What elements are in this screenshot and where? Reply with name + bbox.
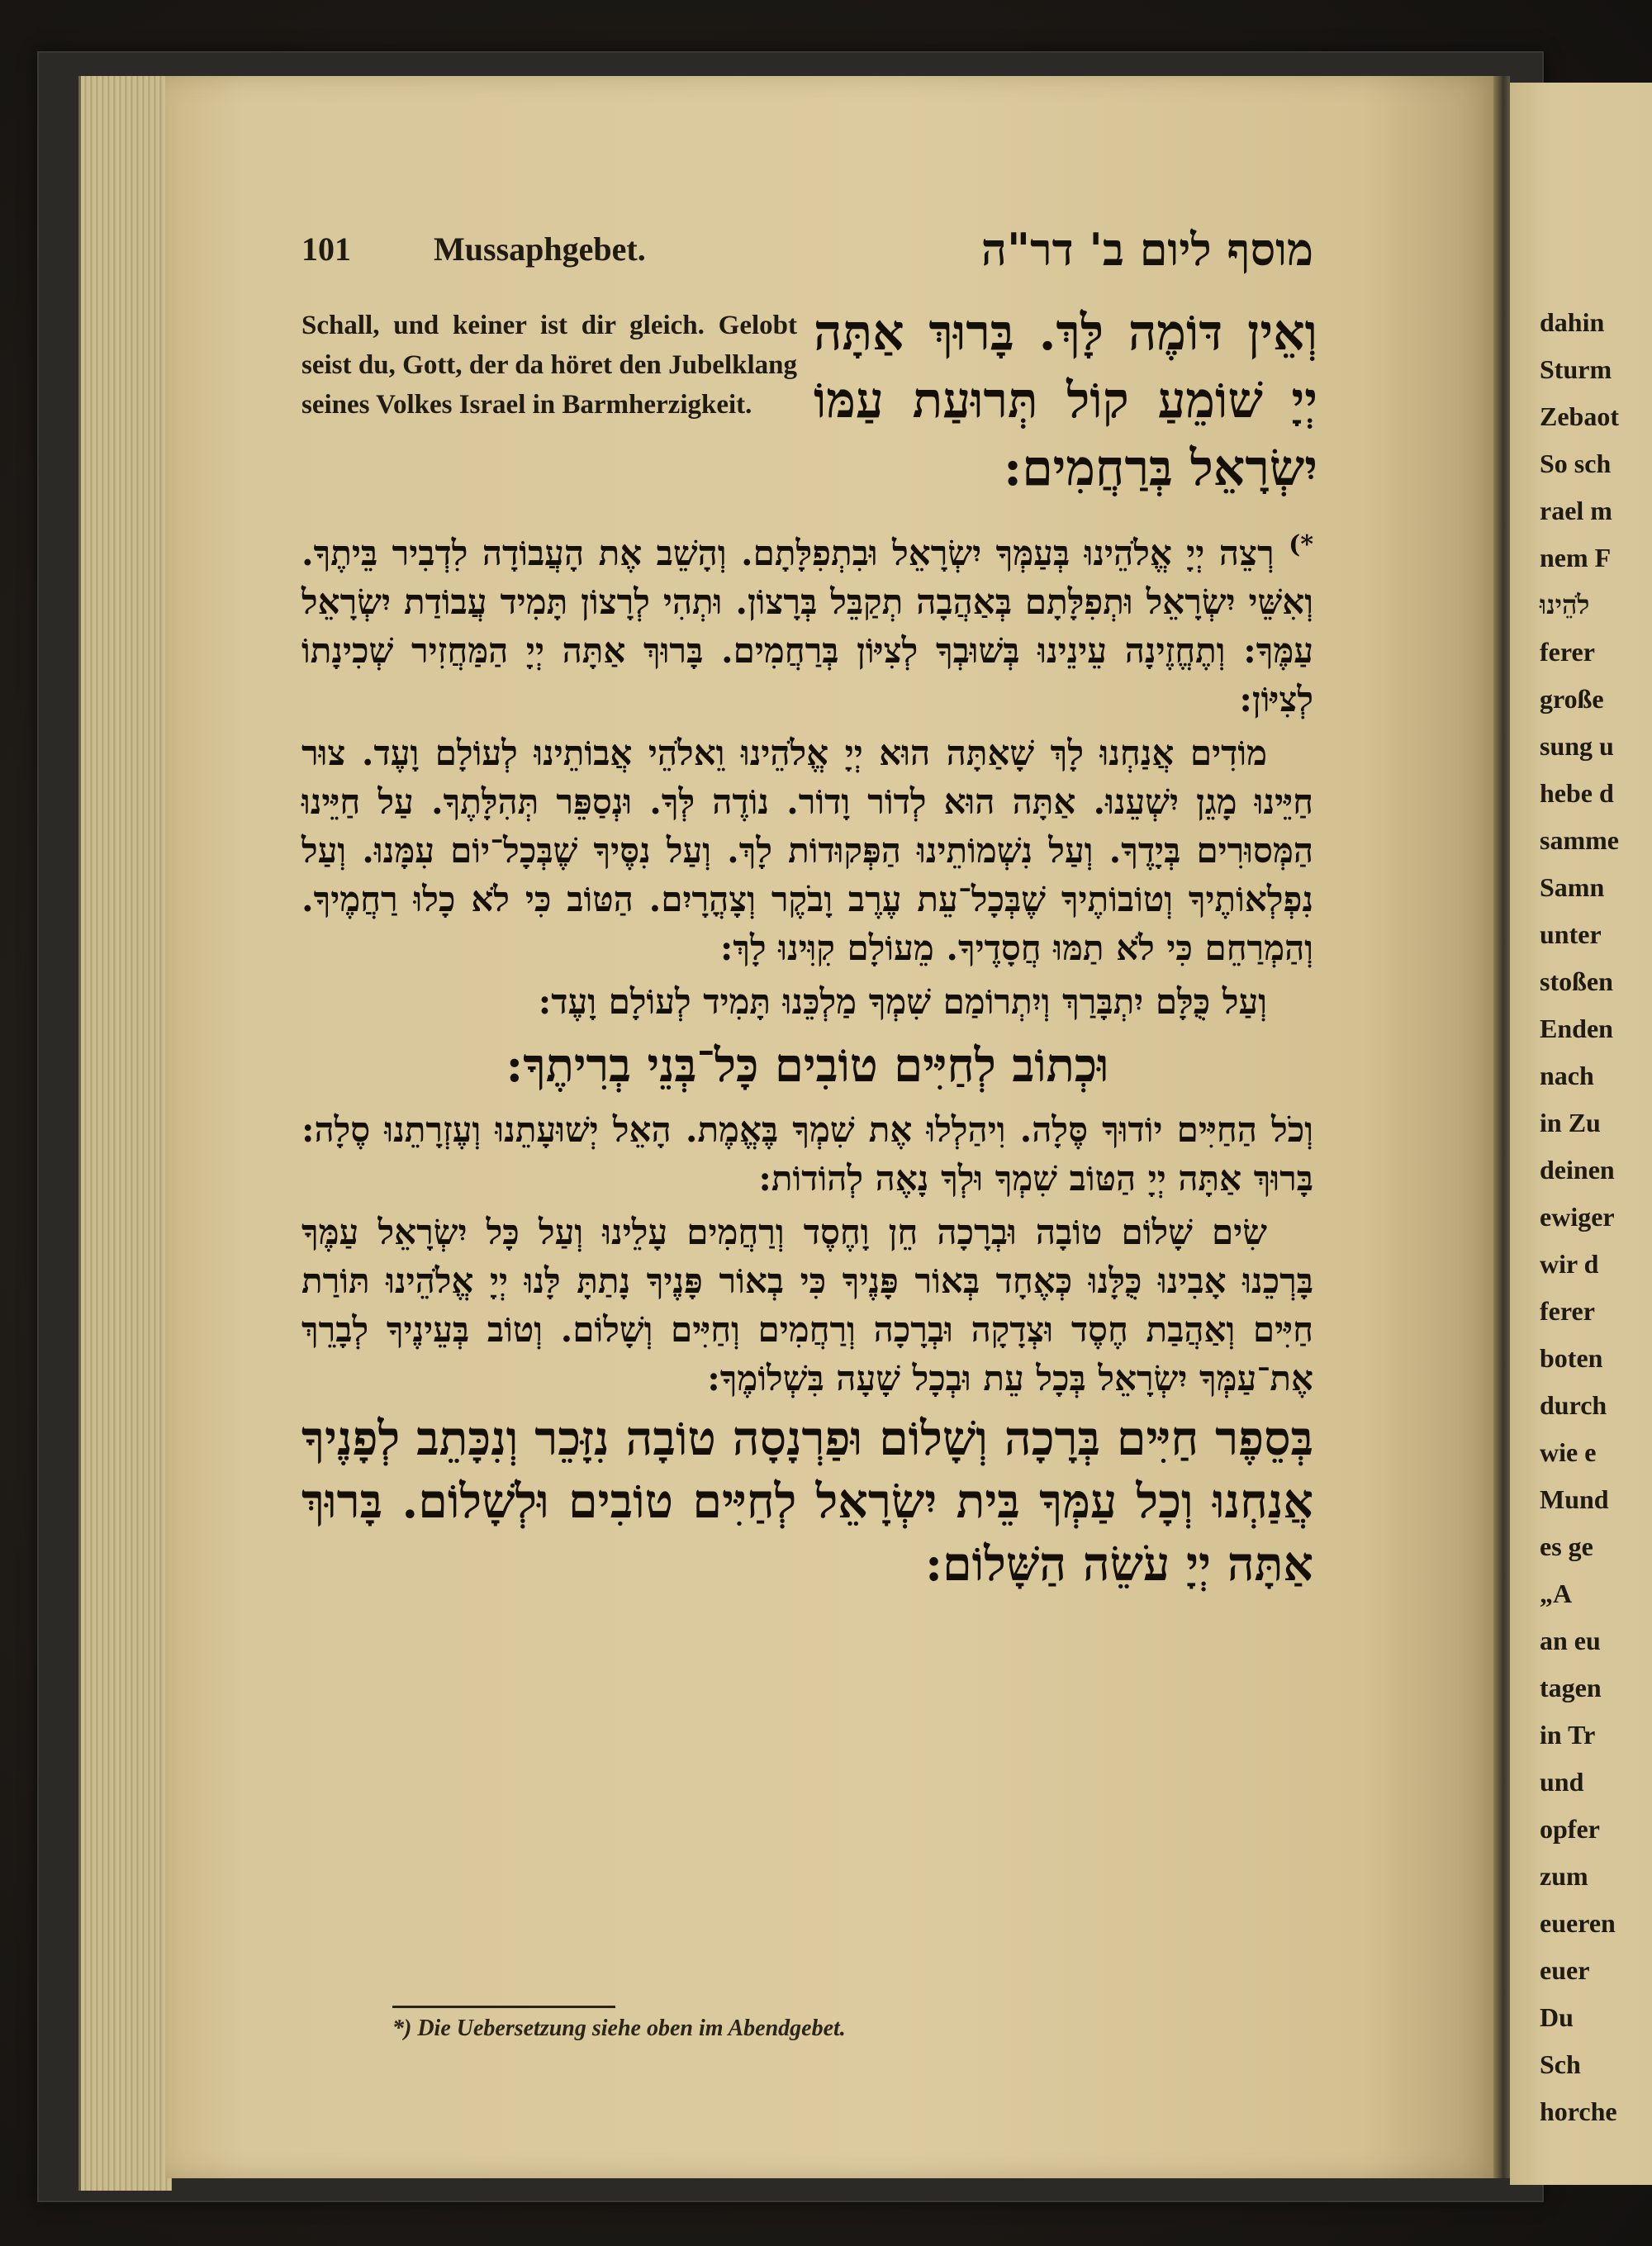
right-page-line: wie e: [1540, 1437, 1597, 1467]
retzeh-paragraph: [301, 520, 1313, 724]
right-page-line: So sch: [1540, 449, 1612, 478]
retzeh-text: רְצֵה יְיָ אֱלֹהֵינוּ בְּעַמְּךָ יִשְׂרָאֵל וּבִתְפִלָּתָם. וְהָשֵׁב אֶת הָעֲבוֹדָה לִדְבִיר בֵּיתֶךָ. וְאִשֵּׁי יִשְׂרָאֵל וּתְפִלָּתָם בְּאַהֲבָה תְקַבֵּל בְּרָצוֹן. וּתְהִי לְרָצוֹן תָּמִיד עֲבוֹדַת יִשְׂרָאֵל עַמֶּךָ: וְתֶחֱזֶינָה עֵינֵינוּ בְּשׁוּבְךָ לְצִיּוֹן בְּרַחֲמִים. בָּרוּךְ אַתָּה יְיָ הַמַּחֲזִיר שְׁכִינָתוֹ לְצִיּוֹן:: [301, 533, 1313, 719]
right-page-line: nem F: [1540, 543, 1612, 572]
book-gutter: [1493, 76, 1510, 2178]
right-page-line: opfer: [1540, 1814, 1600, 1844]
right-page-line: Zebaot: [1540, 401, 1619, 431]
page-header: [301, 223, 1313, 287]
right-page-line: ferer: [1540, 1296, 1595, 1326]
right-page-line: „A: [1540, 1579, 1573, 1608]
right-page-line: dahin: [1540, 307, 1605, 337]
german-paragraph: Schall, und keiner ist dir gleich. Gelobt seist du, Gott, der da höret den Jubelklang seines Volkes Israel in Barmherzigkeit.: [301, 311, 797, 420]
right-page-lines: [1540, 299, 1652, 2135]
right-page-line: boten: [1540, 1343, 1603, 1373]
right-page-line: Mund: [1540, 1484, 1609, 1514]
right-page-line: an eu: [1540, 1626, 1601, 1655]
page-number: 101: [301, 230, 351, 268]
vekhol-hachayim-paragraph: וְכֹל הַחַיִּים יוֹדוּךָ סֶּלָה. וִיהַלְלוּ אֶת שִׁמְךָ בֶּאֱמֶת. הָאֵל יְשׁוּעָתֵנוּ וְעֶזְרָתֵנוּ סֶלָה: בָּרוּךְ אַתָּה יְיָ הַטּוֹב שִׁמְךָ וּלְךָ נָאֶה לְהוֹדוֹת:: [301, 1109, 1313, 1199]
right-page-line: Sch: [1540, 2049, 1581, 2079]
hebrew-body: [301, 520, 1313, 1601]
hebrew-running-title: מוסף ליום ב' דר"ה: [980, 223, 1313, 276]
right-page-line: durch: [1540, 1390, 1607, 1420]
besefer-paragraph: בְּסֵפֶר חַיִּים בְּרָכָה וְשָׁלוֹם וּפַרְנָסָה טוֹבָה נִזָּכֵר וְנִכָּתֵב לְפָנֶיךָ אֲנַחְנוּ וְכָל עַמְּךָ בֵּית יִשְׂרָאֵל לְחַיִּים טוֹבִים וּלְשָׁלוֹם. בָּרוּךְ אַתָּה יְיָ עֹשֵׂה הַשָּׁלוֹם:: [301, 1411, 1313, 1592]
right-page-line: sung u: [1540, 731, 1614, 761]
right-page-line: Samn: [1540, 872, 1605, 902]
footnote: *) Die Uebersetzung siehe oben im Abendgebet.: [392, 2016, 846, 2041]
right-page-line: horche: [1540, 2096, 1617, 2126]
right-page-line: ewiger: [1540, 1202, 1615, 1232]
german-translation-column: [301, 306, 797, 425]
footnote-rule: [392, 2006, 615, 2008]
right-page-line: und: [1540, 1767, 1584, 1797]
right-page-line: in Zu: [1540, 1108, 1601, 1137]
page-edges: [78, 76, 172, 2191]
right-page-line: Enden: [1540, 1014, 1613, 1043]
hebrew-top-block: [814, 299, 1317, 502]
footnote-marker: *): [1289, 530, 1314, 559]
right-page-line: in Tr: [1540, 1720, 1596, 1750]
right-page-line: nach: [1540, 1061, 1594, 1090]
right-page-line: ferer: [1540, 637, 1595, 667]
right-page-line: es ge: [1540, 1531, 1593, 1561]
right-page-line: tagen: [1540, 1673, 1602, 1702]
right-page-line: eueren: [1540, 1908, 1616, 1938]
right-page-fragment: [1510, 83, 1652, 2185]
ukhtov-line: וּכְתוֹב לְחַיִּים טוֹבִים כָּל־בְּנֵי בְרִיתֶךָ:: [506, 1038, 1109, 1093]
right-page-line: samme: [1540, 825, 1619, 855]
right-page-line: unter: [1540, 919, 1602, 949]
right-page-line: euer: [1540, 1955, 1590, 1985]
sim-shalom-paragraph: שִׂים שָׁלוֹם טוֹבָה וּבְרָכָה חֵן וָחֶסֶד וְרַחֲמִים עָלֵינוּ וְעַל כָּל יִשְׂרָאֵל עַמֶּךָ בָּרְכֵנוּ אָבִינוּ כֻּלָּנוּ כְּאֶחָד בְּאוֹר פָּנֶיךָ כִּי בְאוֹר פָּנֶיךָ נָתַתָּ לָּנוּ יְיָ אֱלֹהֵינוּ תּוֹרַת חַיִּים וְאַהֲבַת חֶסֶד וּצְדָקָה וּבְרָכָה וְרַחֲמִים וְחַיִּים וְשָׁלוֹם. וְטוֹב בְּעֵינֶיךָ לְבָרֵךְ אֶת־עַמְּךָ יִשְׂרָאֵל בְּכָל עֵת וּבְכָל שָׁעָה בִּשְׁלוֹמֶךָ:: [301, 1212, 1313, 1398]
modim-paragraph: מוֹדִים אֲנַחְנוּ לָךְ שָׁאַתָּה הוּא יְיָ אֱלֹהֵינוּ וֵאלֹהֵי אֲבוֹתֵינוּ לְעוֹלָם וָעֶד. צוּר חַיֵּינוּ מָגֵן יִשְׁעֵנוּ. אַתָּה הוּא לְדוֹר וָדוֹר. נוֹדֶה לְּךָ. וּנְסַפֵּר תְּהִלָּתֶךָ. עַל חַיֵּינוּ הַמְּסוּרִים בְּיָדֶךָ. וְעַל נִשְׁמוֹתֵינוּ הַפְּקוּדוֹת לָךְ. וְעַל נִסֶּיךָ שֶׁבְּכָל־יוֹם עִמָּנוּ. וְעַל נִפְלְאוֹתֶיךָ וְטוֹבוֹתֶיךָ שֶׁבְּכָל־עֵת עֶרֶב וָבֹקֶר וְצָהֳרָיִם. הַטּוֹב כִּי לֹא כָלוּ רַחֲמֶיךָ. וְהַמְרַחֵם כִּי לֹא תַמּוּ חֲסָדֶיךָ. מֵעוֹלָם קִוִּינוּ לָךְ:: [301, 733, 1313, 968]
veal-kulam-paragraph: וְעַל כֻּלָּם יִתְבָּרַךְ וְיִתְרוֹמַם שִׁמְךָ מַלְכֵּנוּ תָּמִיד לְעוֹלָם וָעֶד:: [538, 981, 1267, 1022]
right-page-line: Sturm: [1540, 354, 1612, 384]
right-page-line: deinen: [1540, 1155, 1615, 1185]
right-page-line: zum: [1540, 1861, 1588, 1891]
hebrew-top-paragraph: וְאֵין דּוֹמֶה לָּךְ. בָּרוּךְ אַתָּה יְיָ שׁוֹמֵעַ קוֹל תְּרוּעַת עַמּוֹ יִשְׂרָאֵל בְּרַחֲמִים:: [814, 304, 1317, 497]
right-page-line: Du: [1540, 2002, 1574, 2032]
running-title: Mussaphgebet.: [434, 230, 646, 268]
right-page-line: wir d: [1540, 1249, 1599, 1279]
right-page-line: stoßen: [1540, 966, 1613, 996]
right-page-line: rael m: [1540, 496, 1612, 525]
right-page-line: לֹהֵינוּ: [1540, 590, 1590, 620]
right-page-line: hebe d: [1540, 778, 1614, 808]
right-page-line: große: [1540, 684, 1604, 714]
